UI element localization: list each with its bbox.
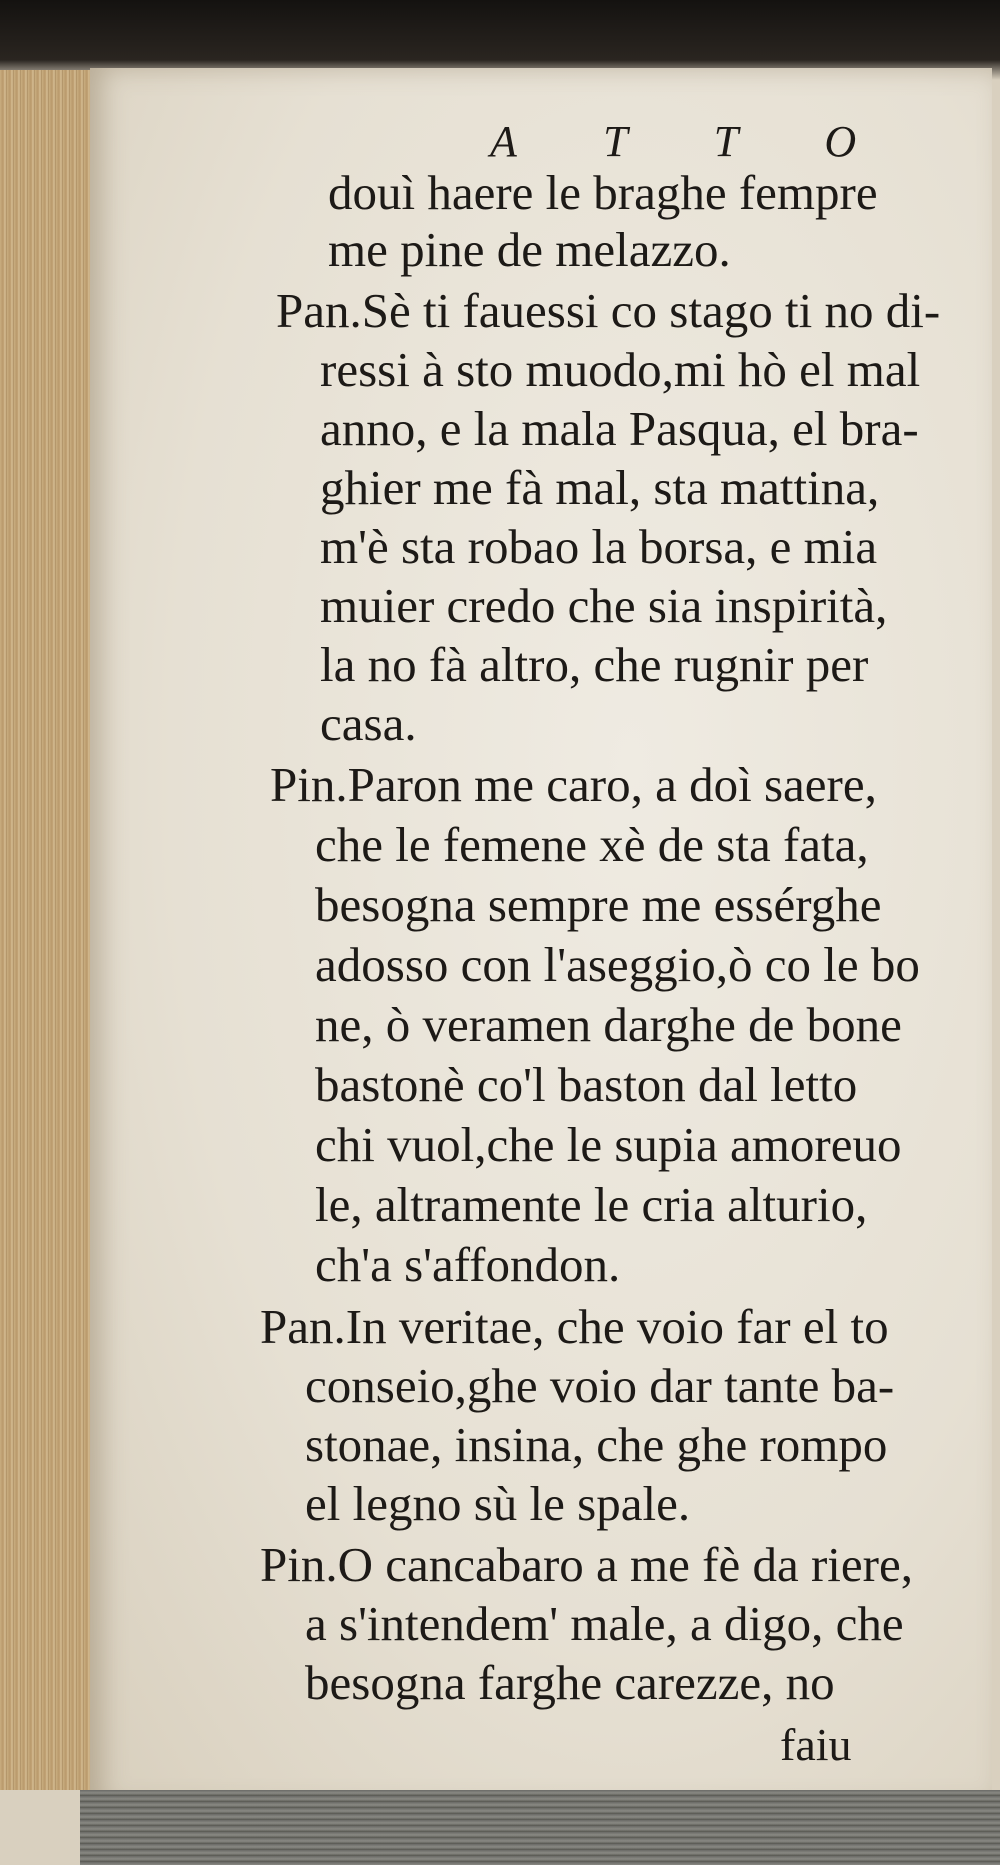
- text-line: la no fà altro, che rugnir per: [320, 637, 869, 692]
- text-line: Pin.O cancabaro a me fè da riere,: [260, 1537, 913, 1592]
- running-header: A T T O: [490, 117, 895, 166]
- text-line: ch'a s'affondon.: [315, 1237, 621, 1292]
- text-line: casa.: [320, 696, 417, 751]
- text-line: ghier me fà mal, sta mattina,: [320, 460, 880, 515]
- book-page: [90, 68, 992, 1806]
- text-line: muier credo che sia inspirità,: [320, 578, 888, 633]
- text-line: anno, e la mala Pasqua, el bra-: [320, 401, 919, 456]
- text-line: besogna farghe carezze, no: [305, 1655, 835, 1710]
- text-line: che le femene xè de sta fata,: [315, 817, 869, 872]
- text-line: Pan.Sè ti fauessi co stago ti no di-: [276, 283, 941, 338]
- text-line: conseio,ghe voio dar tante ba-: [305, 1358, 895, 1413]
- text-line: chi vuol,che le supia amoreuo: [315, 1117, 902, 1172]
- catchword: faiu: [780, 1719, 852, 1770]
- text-line: Pin.Paron me caro, a doì saere,: [270, 757, 877, 812]
- text-line: el legno sù le spale.: [305, 1476, 691, 1531]
- text-line: stonae, insina, che ghe rompo: [305, 1417, 888, 1472]
- text-line: Pan.In veritae, che voio far el to: [260, 1299, 889, 1354]
- text-line: douì haere le braghe fempre: [328, 165, 878, 220]
- text-line: bastonè co'l baston dal letto: [315, 1057, 858, 1112]
- text-line: adosso con l'aseggio,ò co le bo: [315, 937, 920, 992]
- text-line: ne, ò veramen darghe de bone: [315, 997, 902, 1052]
- text-line: le, altramente le cria alturio,: [315, 1177, 868, 1232]
- text-line: a s'intendem' male, a digo, che: [305, 1596, 904, 1651]
- text-line: besogna sempre me essérghe: [315, 877, 882, 932]
- text-line: ressi à sto muodo,mi hò el mal: [320, 342, 921, 397]
- text-line: m'è sta robao la borsa, e mia: [320, 519, 878, 574]
- text-line: me pine de melazzo.: [328, 222, 731, 277]
- page-bottom-edge: [80, 1790, 1000, 1865]
